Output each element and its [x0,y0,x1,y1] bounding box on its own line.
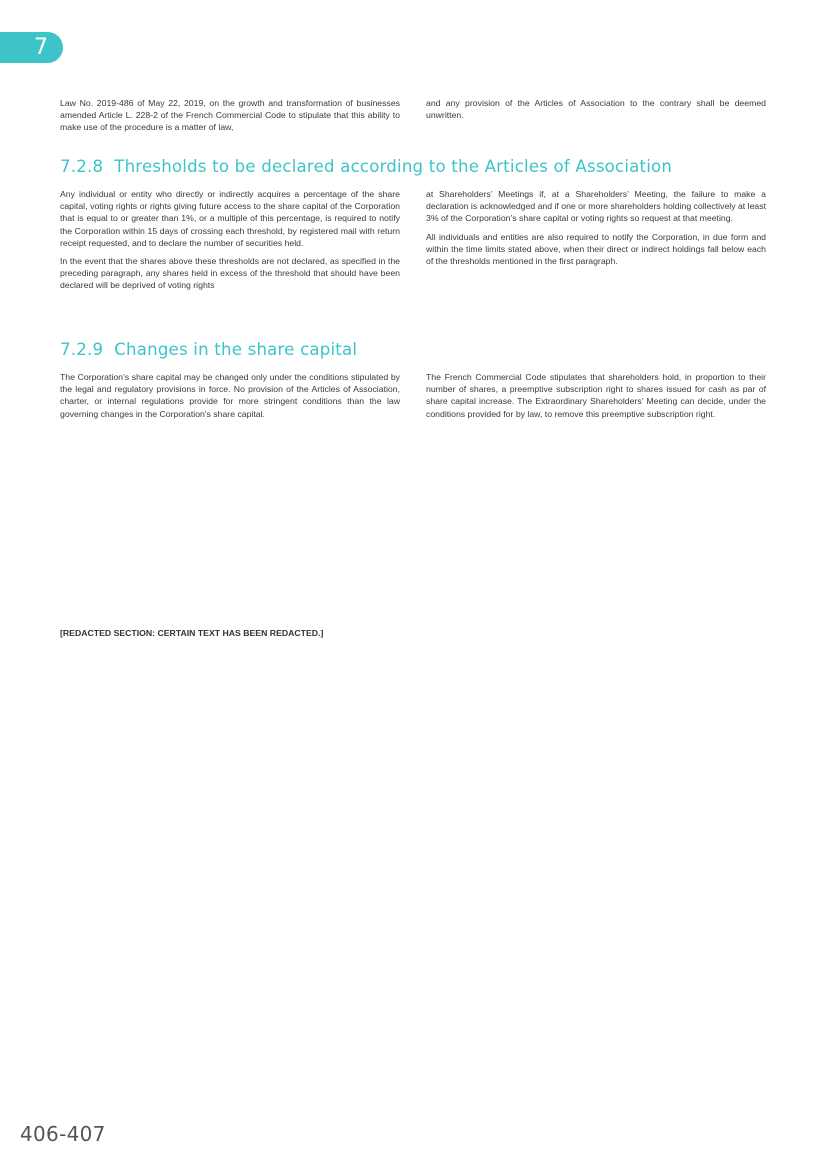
section-729-heading [60,340,357,359]
intro-right-column [426,97,766,134]
intro-left-column [60,97,400,134]
section-728-body [60,188,766,292]
paragraph: Any individual or entity who directly or indirectly acquires a percentage of the share capital, voting rights or rights giving future access to the share capital of the Corporation that is equal to or greater than 1%, or a multiple of this percentage, is required to notify the Corporation within 15 days of crossing each threshold, by registered mail with return receipt requested, and to declare the number of securities held. [60,189,400,248]
section-729-right-column [426,371,766,420]
page-number: 406-407 [20,1122,106,1146]
section-728-number: 7.2.8 [60,157,104,176]
section-729-number: 7.2.9 [60,340,104,359]
intro-section [60,97,766,134]
section-729-body [60,371,766,420]
section-729-title: Changes in the share capital [114,340,358,359]
section-729-left-column [60,371,400,420]
paragraph: The French Commercial Code stipulates that shareholders hold, in proportion to their number of shares, a preemptive subscription right to shares issued for cash as par of share capital increase. The Extraordinary Shareholders’ Meeting can decide, under the conditions provided for by law, to remove this preemptive subscription right. [426,372,766,419]
chapter-tab: 7 [0,32,63,63]
paragraph: at Shareholders’ Meetings if, at a Shareholders’ Meeting, the failure to make a declaration is acknowledged and if one or more shareholders holding collectively at least 3% of the Corporation’s share capital or voting rights so request at that meeting. [426,189,766,224]
paragraph: All individuals and entities are also required to notify the Corporation, in due form and within the time limits stated above, when their direct or indirect holdings fall below each of the thresholds mentioned in the first paragraph. [426,231,766,267]
section-728-right-column [426,188,766,292]
redacted-notice: [REDACTED SECTION: CERTAIN TEXT HAS BEEN REDACTED.] [60,628,324,638]
section-728-title: Thresholds to be declared according to the Articles of Association [114,157,673,176]
paragraph: In the event that the shares above these thresholds are not declared, as specified in the preceding paragraph, any shares held in excess of the threshold that should have been declared will be deprived of voting rights [60,256,400,291]
section-728-heading [60,157,672,176]
section-728-left-column [60,188,400,292]
intro-right-paragraph: and any provision of the Articles of Association to the contrary shall be deemed unwritten. [426,98,766,121]
paragraph: The Corporation’s share capital may be changed only under the conditions stipulated by the legal and regulatory provisions in force. No provision of the Articles of Association, charter, or internal regulations provide for more stringent conditions than the law governing changes in the Corporation's share capital. [60,372,400,419]
intro-left-paragraph: Law No. 2019-486 of May 22, 2019, on the growth and transformation of businesses amended Article L. 228-2 of the French Commercial Code to stipulate that this ability to make use of the procedure is a matter of law, [60,98,400,133]
